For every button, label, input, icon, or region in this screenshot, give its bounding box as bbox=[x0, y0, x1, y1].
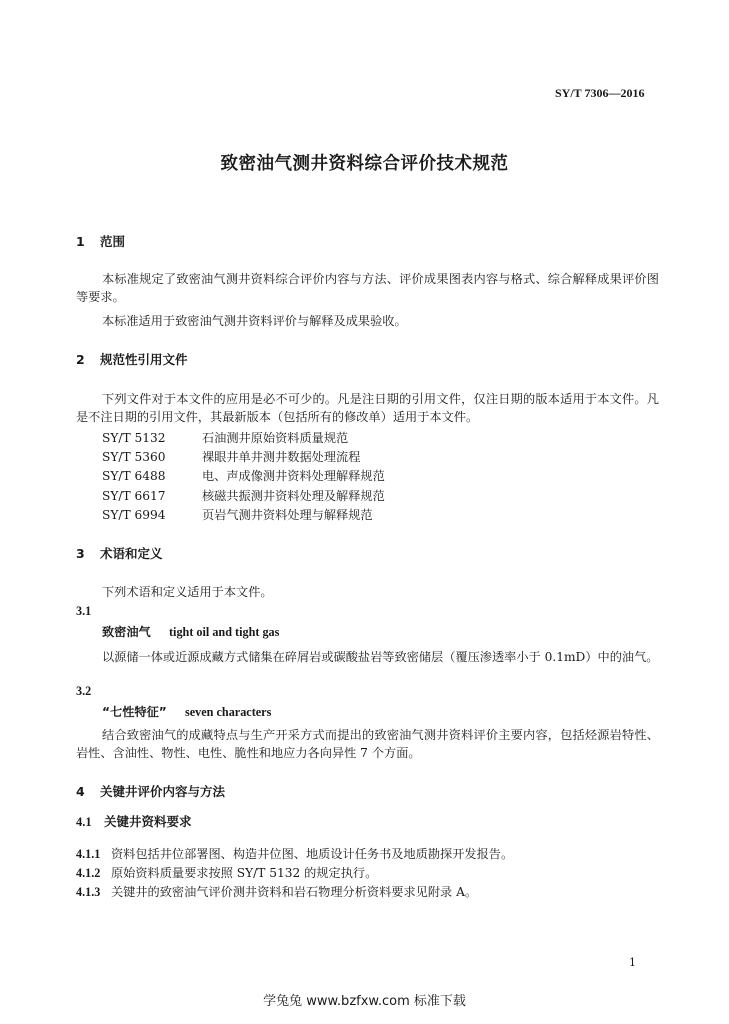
clause-number: 4.1.2 bbox=[76, 866, 101, 880]
reference-item bbox=[102, 448, 360, 466]
reference-title: 页岩气测井资料处理与解释规范 bbox=[202, 508, 373, 522]
term-definition: 以源储一体或近源成藏方式储集在碎屑岩或碳酸盐岩等致密储层（覆压渗透率小于 0.1mD）中的油气。 bbox=[102, 650, 659, 664]
reference-code: SY/T 5132 bbox=[102, 431, 166, 445]
reference-title: 裸眼井单井测井数据处理流程 bbox=[202, 450, 361, 464]
term-zh: 致密油气 bbox=[102, 625, 151, 639]
reference-title: 电、声成像测井资料处理解释规范 bbox=[202, 469, 385, 483]
section-title: 术语和定义 bbox=[100, 546, 163, 561]
page-number: 1 bbox=[629, 956, 636, 969]
reference-code: SY/T 6617 bbox=[102, 489, 166, 503]
reference-code: SY/T 6994 bbox=[102, 508, 166, 522]
reference-code: SY/T 5360 bbox=[102, 450, 166, 464]
section-3-heading bbox=[76, 544, 163, 562]
section-number: 4 bbox=[76, 784, 85, 799]
section-number: 3 bbox=[76, 546, 85, 561]
clause-text: 原始资料质量要求按照 SY/T 5132 的规定执行。 bbox=[111, 866, 378, 880]
term-number: 3.1 bbox=[76, 604, 92, 618]
section-2-paragraph: 下列文件对于本文件的应用是必不可少的。凡是注日期的引用文件，仅注日期的版本适用于本文件。凡是不注日期的引用文件，其最新版本（包括所有的修改单）适用于本文件。 bbox=[76, 392, 659, 424]
reference-title: 核磁共振测井资料处理及解释规范 bbox=[202, 489, 385, 503]
section-title: 范围 bbox=[100, 234, 126, 249]
section-1-paragraph-2: 本标准适用于致密油气测井资料评价与解释及成果验收。 bbox=[102, 314, 407, 328]
term-en: tight oil and tight gas bbox=[169, 625, 280, 639]
section-number: 2 bbox=[76, 352, 85, 367]
term-number: 3.2 bbox=[76, 684, 92, 698]
clause-item bbox=[76, 845, 513, 863]
reference-item bbox=[102, 429, 348, 447]
term-definition: 结合致密油气的成藏特点与生产开采方式而提出的致密油气测井资料评价主要内容，包括烃源岩特性、岩性、含油性、物性、电性、脆性和地应力各向异性 7 个方面。 bbox=[76, 728, 659, 760]
section-2-heading bbox=[76, 350, 188, 368]
subsection-title: 关键井资料要求 bbox=[104, 814, 192, 829]
reference-item bbox=[102, 467, 385, 485]
section-number: 1 bbox=[76, 234, 85, 249]
clause-number: 4.1.3 bbox=[76, 885, 101, 899]
clause-item bbox=[76, 883, 477, 901]
section-1-heading bbox=[76, 232, 125, 250]
term-heading bbox=[102, 703, 271, 721]
subsection-4-1-heading bbox=[76, 812, 192, 830]
term-en: seven characters bbox=[185, 705, 272, 719]
reference-code: SY/T 6488 bbox=[102, 469, 166, 483]
clause-item bbox=[76, 864, 377, 882]
section-title: 规范性引用文件 bbox=[100, 352, 188, 367]
section-title: 关键井评价内容与方法 bbox=[100, 784, 226, 799]
clause-number: 4.1.1 bbox=[76, 847, 101, 861]
clause-text: 关键井的致密油气评价测井资料和岩石物理分析资料要求见附录 A。 bbox=[111, 885, 478, 899]
reference-item bbox=[102, 506, 373, 524]
section-4-heading bbox=[76, 782, 225, 800]
reference-title: 石油测井原始资料质量规范 bbox=[202, 431, 349, 445]
clause-text: 资料包括井位部署图、构造井位图、地质设计任务书及地质勘探开发报告。 bbox=[111, 847, 514, 861]
reference-item bbox=[102, 487, 385, 505]
footer-watermark[interactable]: 学兔兔 www.bzfxw.com 标准下载 bbox=[263, 994, 466, 1009]
section-1-paragraph-1: 本标准规定了致密油气测井资料综合评价内容与方法、评价成果图表内容与格式、综合解释成果评价图等要求。 bbox=[76, 272, 659, 304]
term-heading bbox=[102, 623, 279, 641]
document-title: 致密油气测井资料综合评价技术规范 bbox=[220, 154, 509, 174]
subsection-number: 4.1 bbox=[76, 815, 92, 829]
term-zh: “七性特征” bbox=[102, 705, 167, 719]
section-3-paragraph: 下列术语和定义适用于本文件。 bbox=[102, 585, 273, 599]
standard-code: SY/T 7306—2016 bbox=[555, 86, 645, 100]
